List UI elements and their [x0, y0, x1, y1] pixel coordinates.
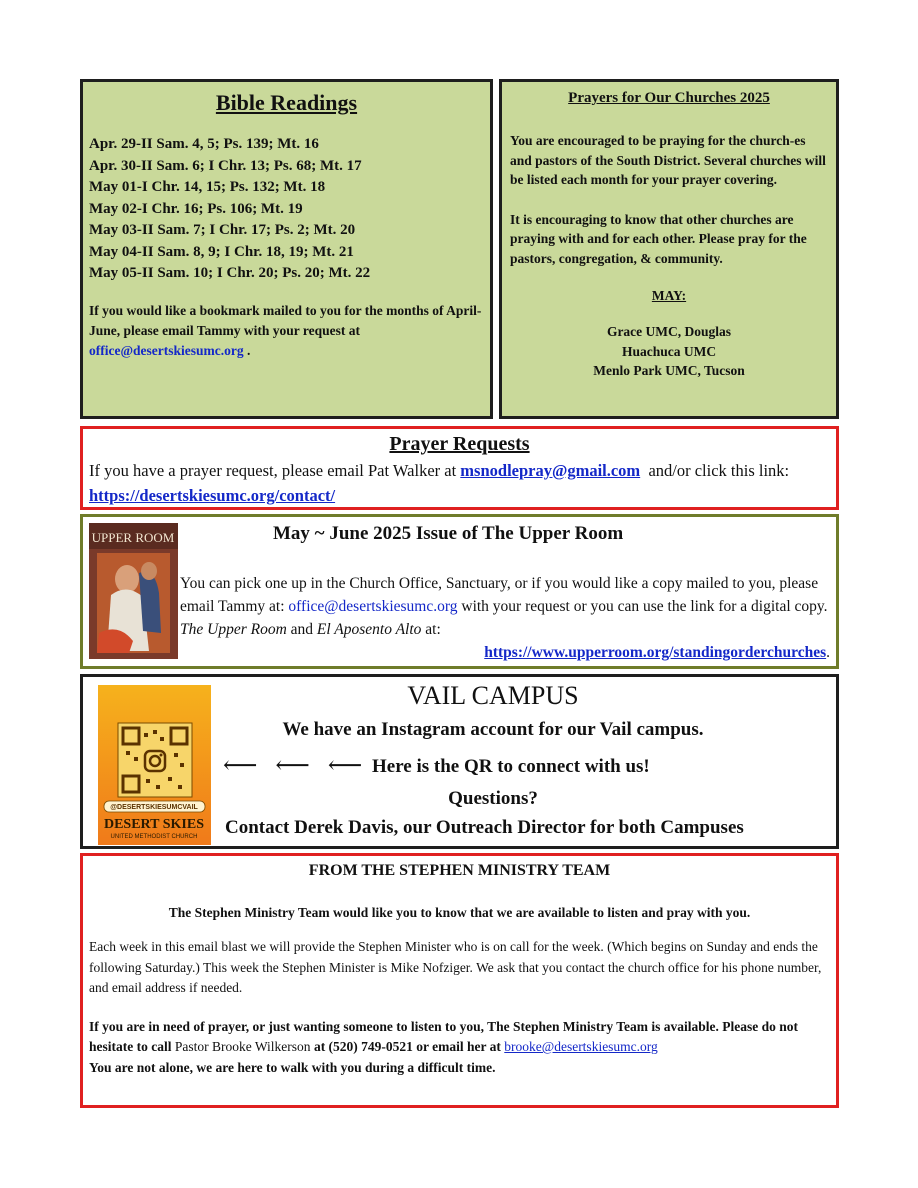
pastor-name: Pastor Brooke Wilkerson — [174, 1039, 311, 1054]
prayers-month: MAY: — [651, 288, 687, 303]
vail-qr-line: Here is the QR to connect with us! — [372, 756, 650, 777]
stephen-ministry-intro: The Stephen Ministry Team would like you to know that we are available to listen and pray with you. — [168, 905, 751, 920]
upper-room-text-1: You can pick one up in the Church Office, Sanctuary, or if you would like a copy mailed to you, please email Tammy at: — [180, 575, 819, 615]
upper-room-order-link[interactable]: https://www.upperroom.org/standingorderchurches — [484, 644, 827, 661]
bible-readings-box — [80, 79, 493, 419]
stephen-ministry-title: FROM THE STEPHEN MINISTRY TEAM — [308, 862, 611, 879]
upper-room-box — [80, 514, 839, 669]
reading-line: May 01-I Chr. 14, 15; Ps. 132; Mt. 18 — [89, 179, 326, 195]
vail-contact-line: Contact Derek Davis, our Outreach Director for both Campuses — [225, 817, 744, 838]
stephen-ministry-box — [80, 853, 839, 1108]
stephen-contact-text-b: at (520) 749-0521 or email her at — [313, 1039, 501, 1054]
upper-room-and: and — [290, 621, 314, 638]
reading-line: Apr. 29-II Sam. 4, 5; Ps. 139; Mt. 16 — [89, 136, 319, 152]
stephen-ministry-paragraph: Each week in this email blast we will provide the Stephen Minister who is on call for the week. (Which begins on Sunday and ends the following Saturday.) This week the Stephen Minister is Mike Nofziger. We ask that you contact the church office for his phone number, and email address if needed. — [89, 939, 822, 995]
instagram-qr-image — [98, 685, 211, 845]
contact-page-link[interactable]: https://desertskiesumc.org/contact/ — [89, 486, 336, 505]
qr-sign-subtext: UNITED METHODIST CHURCH — [110, 834, 198, 840]
church-item: Huachuca UMC — [621, 343, 717, 359]
upper-room-cover-image — [89, 523, 178, 659]
stephen-contact-text-a: If you are in need of prayer, or just wanting someone to listen to you, The Stephen Ministry Team is available. Please do not hesitate to call — [89, 1018, 799, 1054]
reading-line: Apr. 30-II Sam. 6; I Chr. 13; Ps. 68; Mt. 17 — [89, 157, 362, 174]
reading-line: May 03-II Sam. 7; I Chr. 17; Ps. 2; Mt. 20 — [89, 222, 356, 238]
cover-title-text: UPPER ROOM — [91, 530, 175, 545]
qr-sign-text: DESERT SKIES — [103, 817, 205, 832]
reading-line: May 04-II Sam. 8, 9; I Chr. 18, 19; Mt. 21 — [89, 243, 354, 260]
upper-room-email-link[interactable]: office@desertskiesumc.org — [288, 598, 458, 615]
vail-campus-title: VAIL CAMPUS — [407, 681, 579, 710]
upper-room-text-2: with your request or you can use the link for a digital copy. — [461, 598, 828, 615]
upper-room-link-line — [180, 641, 830, 664]
bookmark-note-text: If you would like a bookmark mailed to you for the months of April-June, please email Tammy with your request at — [89, 302, 482, 338]
qr-handle-text: @DESERTSKIESUMCVAIL — [110, 804, 198, 811]
prayer-requests-body — [89, 458, 830, 508]
bible-readings-title: Bible Readings — [215, 90, 358, 115]
prayer-requests-text-2: and/or click this link: — [648, 461, 790, 480]
prayer-requests-text: If you have a prayer request, please email Pat Walker at — [89, 461, 457, 480]
bookmark-email-link[interactable]: office@desertskiesumc.org — [89, 342, 244, 358]
left-arrows-icon: ⟵ ⟵ ⟵ — [223, 753, 369, 779]
vail-instagram-line: We have an Instagram account for our Vail campus. — [282, 719, 704, 740]
upper-room-italic-2: El Aposento Alto — [316, 621, 422, 638]
prayer-requests-title: Prayer Requests — [389, 433, 530, 455]
stephen-contact-text-c: You are not alone, we are here to walk with you during a difficult time. — [89, 1059, 496, 1075]
upper-room-body — [180, 572, 830, 664]
vail-questions-line: Questions? — [448, 788, 538, 809]
church-item: Menlo Park UMC, Tucson — [593, 363, 745, 378]
prayers-paragraph-1: You are encouraged to be praying for the church-es and pastors of the South District. Several churches will be listed each month for your prayer covering. — [510, 133, 826, 187]
vail-campus-box — [80, 674, 839, 849]
bookmark-note-end: . — [243, 342, 251, 358]
pastor-email-link[interactable]: brooke@desertskiesumc.org — [504, 1039, 658, 1054]
church-item: Grace UMC, Douglas — [606, 324, 732, 339]
prayer-requests-box — [80, 426, 839, 510]
reading-line: May 05-II Sam. 10; I Chr. 20; Ps. 20; Mt. 22 — [89, 265, 371, 281]
prayers-title: Prayers for Our Churches 2025 — [568, 90, 770, 106]
upper-room-at: at: — [425, 621, 441, 638]
prayer-email-link[interactable]: msnodlepray@gmail.com — [460, 461, 641, 480]
stephen-ministry-contact — [89, 1017, 830, 1079]
prayers-paragraph-2: It is encouraging to know that other churches are praying with and for each other. Please pray for the pastors, congregation, & community. — [510, 211, 807, 266]
upper-room-link-end: . — [826, 644, 830, 661]
prayers-for-churches-box — [499, 79, 839, 419]
bookmark-note — [89, 301, 484, 361]
upper-room-title: May ~ June 2025 Issue of The Upper Room — [273, 523, 624, 544]
reading-line: May 02-I Chr. 16; Ps. 106; Mt. 19 — [89, 200, 303, 217]
upper-room-italic-1: The Upper Room — [180, 621, 287, 638]
